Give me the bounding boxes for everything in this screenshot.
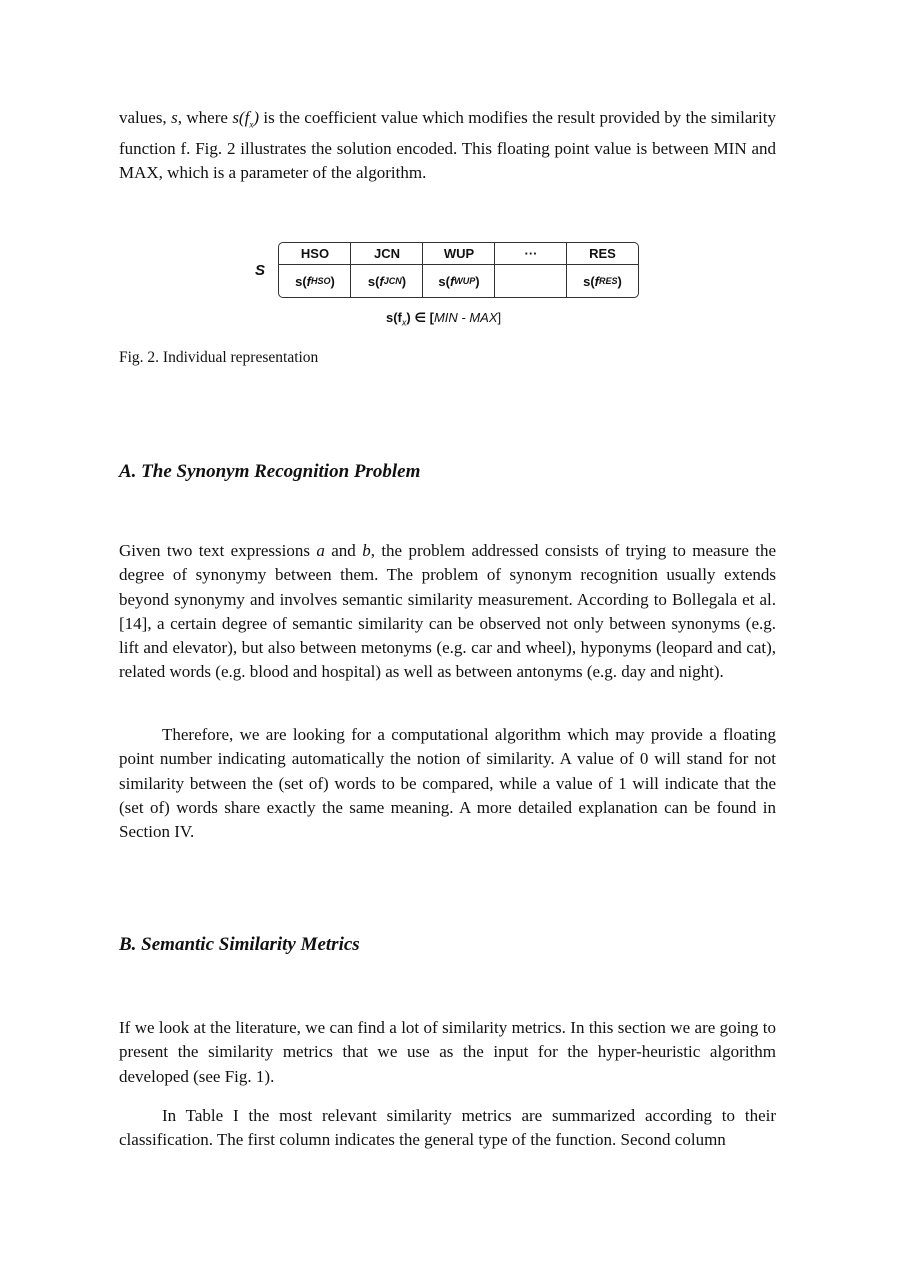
header-ellipsis: ··· (495, 243, 567, 265)
section-a-heading: A. The Synonym Recognition Problem (119, 461, 421, 482)
cell-s-jcn: s( f JCN ) (367, 273, 407, 289)
intro-paragraph: values, s, where $s(f_x)$ is the coefficient value which modifies the result provided by the similarity function f. Fig. 2 illustrates the solution encoded. This floating point value is between MIN and MAX, which is a parameter of the algorithm. (119, 108, 777, 182)
var-sfx: $s(f_x)$ (232, 108, 259, 130)
cell-empty (495, 265, 567, 297)
cell-s-res: s( f RES ) (583, 273, 622, 289)
cell-s-wup: s( f WUP ) (438, 273, 480, 289)
header-jcn: JCN (351, 243, 423, 265)
figure-table (278, 242, 639, 298)
var-s: s (171, 108, 178, 127)
section-a-paragraph-1: Given two text expressions a and b, the problem addressed consists of trying to measure the degree of synonymy between them. The problem of synonym recognition usually extends beyond synonymy and involves semantic similarity measurement. According to Bollegala et al. [14], a certain degree of semantic similarity can be observed not only between synonyms (e.g. lift and elevator), but also between metonyms (e.g. car and wheel), hyponyms (leopard and cat), related words (e.g. blood and hospital) as well as between antonyms (e.g. day and night). (119, 541, 777, 682)
header-wup: WUP (423, 243, 495, 265)
header-res: RES (567, 243, 638, 265)
header-hso: HSO (279, 243, 351, 265)
figure-caption: Fig. 2. Individual representation (119, 349, 319, 366)
section-b-paragraph-2: In Table I the most relevant similarity metrics are summarized according to their classification. The first column indicates the general type of the function. Second column (119, 1106, 776, 1150)
section-b-paragraph-1: If we look at the literature, we can find a lot of similarity metrics. In this section we are going to present the similarity metrics that we use as the input for the hyper-heuristic algorithm developed (see Fig. 1). (119, 1018, 776, 1086)
cell-s-hso: s( f HSO ) (295, 273, 335, 289)
section-b-heading: B. Semantic Similarity Metrics (119, 934, 360, 955)
range-formula: $s(f_x)$ ∈ [MIN - MAX] (386, 310, 502, 328)
figure-row-label: S (255, 262, 266, 279)
section-a-paragraph-2: Therefore, we are looking for a computational algorithm which may provide a floating point number indicating automatically the notion of similarity. A value of 0 will stand for not similarity between the (set of) words to be compared, while a value of 1 will indicate that the (set of) words share exactly the same meaning. A more detailed explanation can be found in Section IV. (119, 725, 776, 842)
individual-representation-figure (250, 240, 650, 335)
